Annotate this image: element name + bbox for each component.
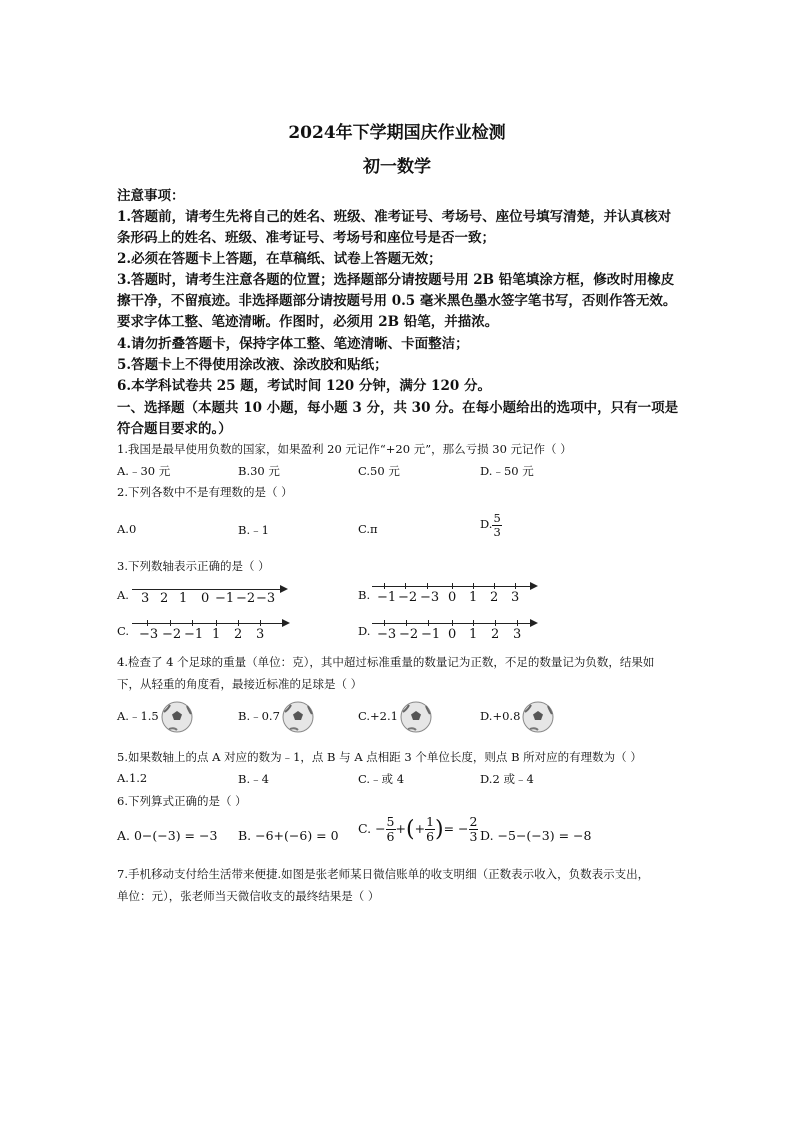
tick-mark bbox=[452, 583, 453, 589]
q6-option-c bbox=[358, 815, 478, 844]
q4-option-a bbox=[117, 701, 193, 733]
q1-option-a: A.﹣30 元 bbox=[117, 464, 171, 478]
tick-label: −2 bbox=[162, 627, 182, 642]
tick-mark bbox=[384, 620, 385, 626]
q1-option-d: D.﹣50 元 bbox=[480, 464, 534, 478]
tick-label: −3 bbox=[377, 627, 397, 642]
tick-label: 2 bbox=[490, 590, 499, 605]
q4-stem: 4.检查了 4 个足球的重量（单位：克），其中超过标准重量的数量记为正数，不足的数量记为负数，结果如 bbox=[117, 655, 655, 669]
axis-line bbox=[372, 623, 530, 624]
tick-label: 1 bbox=[179, 591, 188, 606]
tick-mark bbox=[216, 620, 217, 626]
tick-label: −1 bbox=[377, 590, 397, 605]
numerator: 5 bbox=[386, 814, 395, 829]
tick-mark bbox=[427, 583, 428, 589]
q4-option-c-label: C.+2.1 bbox=[358, 709, 398, 723]
tick-label: 2 bbox=[160, 591, 169, 606]
math-text: C. − bbox=[358, 820, 386, 836]
tick-label: −1 bbox=[215, 591, 235, 606]
fraction bbox=[469, 815, 479, 844]
fraction bbox=[425, 815, 435, 844]
fraction bbox=[386, 815, 396, 844]
tick-label: −1 bbox=[421, 627, 441, 642]
tick-mark bbox=[406, 620, 407, 626]
number-line-b bbox=[372, 586, 542, 608]
q5-option-a: A.1.2 bbox=[117, 771, 148, 785]
notice-line: 要求字体工整、笔迹清晰。作图时，必须用 2B 铅笔，并描浓。 bbox=[117, 314, 499, 330]
math-text: + bbox=[395, 820, 406, 836]
denominator: 6 bbox=[386, 828, 395, 844]
tick-label: −3 bbox=[420, 590, 440, 605]
q4-option-a-label: A.﹣1.5 bbox=[117, 709, 159, 723]
tick-label: 3 bbox=[256, 627, 265, 642]
subject-title: 初一数学 bbox=[363, 157, 431, 177]
q5-option-b: B.﹣4 bbox=[238, 772, 269, 786]
notice-line: 2.必须在答题卡上答题，在草稿纸、试卷上答题无效； bbox=[117, 251, 442, 267]
math-text: + bbox=[414, 820, 426, 836]
notice-heading: 注意事项： bbox=[117, 188, 185, 204]
q7-stem-cont: 单位：元），张老师当天微信收支的最终结果是（ ） bbox=[117, 889, 380, 903]
arrow-icon bbox=[280, 585, 288, 593]
q6-option-b: B. −6+(−6) = 0 bbox=[238, 828, 339, 843]
tick-label: 0 bbox=[448, 590, 457, 605]
numerator: 5 bbox=[493, 511, 501, 525]
notice-line: 3.答题时，请考生注意各题的位置；选择题部分请按题号用 2B 铅笔填涂方框，修改时用橡皮 bbox=[117, 272, 675, 288]
arrow-icon bbox=[282, 619, 290, 627]
tick-mark bbox=[517, 620, 518, 626]
tick-mark bbox=[494, 583, 495, 589]
paren: ) bbox=[435, 816, 444, 842]
arrow-icon bbox=[530, 619, 538, 627]
tick-label: 1 bbox=[469, 590, 478, 605]
tick-mark bbox=[260, 620, 261, 626]
tick-label: −2 bbox=[398, 590, 418, 605]
notice-line: 1.答题前，请考生先将自己的姓名、班级、准考证号、考场号、座位号填写清楚，并认真核对 bbox=[117, 209, 672, 225]
denominator: 3 bbox=[469, 828, 478, 844]
q5-stem: 5.如果数轴上的点 A 对应的数为﹣1，点 B 与 A 点相距 3 个单位长度，则点 B 所对应的有理数为（ ） bbox=[117, 750, 642, 764]
tick-mark bbox=[473, 620, 474, 626]
number-line-a bbox=[132, 589, 287, 611]
soccer-ball-icon bbox=[282, 701, 314, 733]
tick-mark bbox=[495, 620, 496, 626]
tick-label: −3 bbox=[139, 627, 159, 642]
tick-mark bbox=[515, 583, 516, 589]
tick-label: 3 bbox=[141, 591, 150, 606]
number-line-c bbox=[132, 623, 297, 645]
soccer-ball-icon bbox=[161, 701, 193, 733]
tick-mark bbox=[428, 620, 429, 626]
tick-label: 3 bbox=[511, 590, 520, 605]
q1-option-c: C.50 元 bbox=[358, 464, 400, 478]
q5-option-c: C.﹣或 4 bbox=[358, 772, 405, 786]
denominator: 3 bbox=[493, 524, 501, 539]
q2-option-b: B.﹣1 bbox=[238, 523, 269, 537]
tick-mark bbox=[405, 583, 406, 589]
tick-label: −2 bbox=[399, 627, 419, 642]
notice-line: 6.本学科试卷共 25 题，考试时间 120 分钟，满分 120 分。 bbox=[117, 378, 491, 394]
q4-stem-cont: 下，从轻重的角度看，最接近标准的足球是（ ） bbox=[117, 677, 363, 691]
tick-mark bbox=[473, 583, 474, 589]
section-heading-cont: 符合题目要求的。） bbox=[117, 421, 232, 437]
tick-label: 3 bbox=[513, 627, 522, 642]
tick-label: 2 bbox=[234, 627, 243, 642]
q3-label-c: C. bbox=[117, 624, 130, 638]
exam-title: 2024年下学期国庆作业检测 bbox=[288, 123, 506, 143]
q4-option-c bbox=[358, 701, 432, 733]
tick-mark bbox=[384, 583, 385, 589]
tick-mark bbox=[192, 620, 193, 626]
section-heading: 一、选择题（本题共 10 小题，每小题 3 分，共 30 分。在每小题给出的选项中，只有一项是 bbox=[117, 400, 679, 416]
tick-label: −1 bbox=[184, 627, 204, 642]
number-line-d bbox=[372, 623, 542, 645]
axis-line bbox=[372, 586, 530, 587]
q4-option-d bbox=[480, 701, 554, 733]
q4-option-b-label: B.﹣0.7 bbox=[238, 709, 280, 723]
q2-option-a: A.0 bbox=[117, 522, 137, 536]
math-text: = − bbox=[443, 820, 469, 836]
q6-option-a: A. 0−(−3) = −3 bbox=[117, 828, 218, 843]
tick-label: 2 bbox=[491, 627, 500, 642]
soccer-ball-icon bbox=[522, 701, 554, 733]
q1-stem: 1.我国是最早使用负数的国家，如果盈利 20 元记作“+20 元”，那么亏损 30 元记作（ ） bbox=[117, 442, 572, 456]
numerator: 2 bbox=[469, 814, 478, 829]
tick-mark bbox=[147, 620, 148, 626]
tick-mark bbox=[170, 620, 171, 626]
tick-label: 0 bbox=[201, 591, 210, 606]
numerator: 1 bbox=[426, 814, 435, 829]
paren: ( bbox=[405, 816, 415, 842]
q3-label-b: B. bbox=[358, 588, 371, 602]
q3-label-d: D. bbox=[358, 624, 371, 638]
denominator: 6 bbox=[426, 828, 435, 844]
q2-option-d-label: D. bbox=[480, 517, 493, 532]
tick-mark bbox=[452, 620, 453, 626]
soccer-ball-icon bbox=[400, 701, 432, 733]
notice-line: 5.答题卡上不得使用涂改液、涂改胶和贴纸； bbox=[117, 357, 388, 373]
q3-label-a: A. bbox=[117, 588, 129, 602]
q2-option-d bbox=[480, 512, 502, 538]
tick-mark bbox=[238, 620, 239, 626]
q4-option-d-label: D.+0.8 bbox=[480, 709, 521, 723]
notice-line: 擦干净，不留痕迹。非选择题部分请按题号用 0.5 毫米黑色墨水签字笔书写，否则作答无效。 bbox=[117, 293, 677, 309]
q7-stem: 7.手机移动支付给生活带来便捷.如图是张老师某日微信账单的收支明细（正数表示收入，负数表示支出， bbox=[117, 867, 650, 881]
tick-label: 1 bbox=[212, 627, 221, 642]
tick-label: −2 bbox=[236, 591, 256, 606]
tick-label: 0 bbox=[448, 627, 457, 642]
q5-option-d: D.2 或﹣4 bbox=[480, 772, 534, 786]
notice-line: 条形码上的姓名、班级、准考证号、考场号和座位号是否一致； bbox=[117, 230, 495, 246]
axis-line bbox=[132, 589, 280, 590]
arrow-icon bbox=[530, 582, 538, 590]
q2-option-c: C.π bbox=[358, 522, 378, 536]
q2-stem: 2.下列各数中不是有理数的是（ ） bbox=[117, 485, 293, 499]
notice-line: 4.请勿折叠答题卡，保持字体工整、笔迹清晰、卡面整洁； bbox=[117, 336, 469, 352]
fraction bbox=[492, 512, 501, 538]
q3-stem: 3.下列数轴表示正确的是（ ） bbox=[117, 559, 270, 573]
q6-option-d: D. −5−(−3) = −8 bbox=[480, 828, 592, 843]
q4-option-b bbox=[238, 701, 314, 733]
q1-option-b: B.30 元 bbox=[238, 464, 280, 478]
tick-label: −3 bbox=[256, 591, 276, 606]
tick-label: 1 bbox=[469, 627, 478, 642]
q6-stem: 6.下列算式正确的是（ ） bbox=[117, 794, 247, 808]
